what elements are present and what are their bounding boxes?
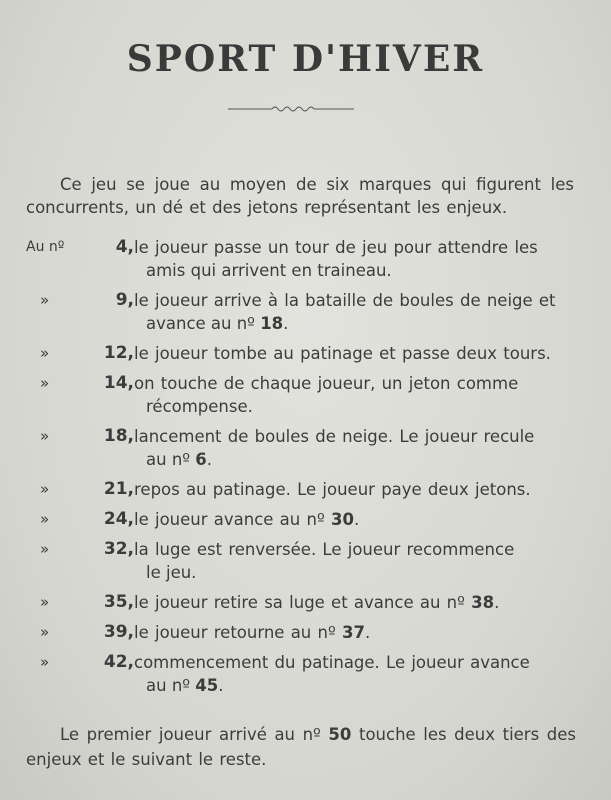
- rule-item: [26, 425, 581, 471]
- rule-number: 14,: [103, 373, 134, 393]
- rule-prefix: »: [40, 593, 50, 611]
- rule-text-continued: récompense.: [146, 397, 253, 416]
- rule-number: 12,: [103, 343, 134, 363]
- rule-prefix: »: [40, 510, 50, 528]
- rule-text: repos au patinage. Le joueur paye deux jetons.: [134, 480, 531, 499]
- rule-item: [26, 591, 581, 614]
- rule-item: [26, 621, 581, 644]
- rule-text-part: .: [364, 623, 371, 642]
- rule-prefix: »: [40, 374, 50, 392]
- rule-text: [134, 591, 581, 614]
- closing-text-part: Le premier joueur arrivé au nº: [60, 725, 329, 744]
- rule-item: [26, 478, 581, 501]
- rule-prefix: »: [40, 344, 50, 362]
- rule-target-number: 37: [342, 623, 365, 642]
- rule-text-part: .: [206, 450, 213, 469]
- rule-prefix: »: [40, 291, 50, 309]
- rule-number: 39,: [103, 622, 134, 642]
- rules-list: [26, 236, 581, 704]
- intro-paragraph: Ce jeu se joue au moyen de six marques qui figurent les concurrents, un dé et des jetons représentant les enjeux.: [26, 175, 574, 217]
- rule-text: la luge est renversée. Le joueur recommence: [134, 540, 515, 559]
- rule-target-number: 18: [260, 314, 284, 333]
- closing-target-number: 50: [328, 725, 352, 744]
- rule-text-continued: [134, 448, 581, 471]
- rule-text-part: .: [218, 676, 224, 695]
- rule-number: 4,: [115, 237, 134, 257]
- rule-prefix: Au nº: [26, 239, 65, 255]
- rule-text: commencement du patinage. Le joueur avance: [134, 653, 530, 672]
- rule-number: 24,: [103, 509, 134, 529]
- rule-text: lancement de boules de neige. Le joueur recule: [134, 427, 535, 446]
- rule-text-part: .: [494, 593, 500, 612]
- rule-text-part: le joueur retire sa luge et avance au nº: [134, 593, 472, 612]
- rule-target-number: 6: [195, 450, 207, 469]
- rule-text-continued: [134, 674, 581, 697]
- rule-prefix: »: [40, 623, 50, 641]
- rule-text-part: le joueur retourne au nº: [134, 623, 342, 642]
- rule-text-continued: amis qui arrivent en traineau.: [146, 261, 392, 280]
- rule-text-part: avance au nº: [146, 314, 261, 333]
- rule-item: [26, 508, 581, 531]
- rule-item: [26, 651, 581, 697]
- rule-text-part: .: [283, 314, 289, 333]
- rule-number: 18,: [103, 426, 134, 446]
- rule-number: 32,: [103, 539, 134, 559]
- rule-target-number: 45: [195, 676, 219, 695]
- rule-text: le joueur tombe au patinage et passe deux tours.: [134, 344, 551, 363]
- rule-text: [134, 621, 581, 644]
- rule-prefix: »: [40, 480, 50, 498]
- rule-prefix: »: [40, 540, 50, 558]
- rule-item: [26, 372, 581, 418]
- rule-text-part: .: [353, 510, 360, 529]
- page-title: SPORT D'HIVER: [126, 38, 485, 80]
- rule-target-number: 38: [471, 593, 495, 612]
- closing-text-part: touche les deux tiers des enjeux et le suivant le reste.: [26, 725, 576, 769]
- closing-paragraph: [26, 722, 576, 772]
- rule-text-part: au nº: [146, 676, 196, 695]
- decorative-ornament: [228, 103, 354, 115]
- rule-prefix: »: [40, 427, 50, 445]
- rule-target-number: 30: [330, 510, 354, 529]
- rule-number: 9,: [115, 290, 134, 310]
- rule-item: [26, 289, 581, 335]
- rule-number: 21,: [103, 479, 134, 499]
- rule-number: 35,: [103, 592, 134, 612]
- rule-number: 42,: [103, 652, 134, 672]
- rule-item: [26, 236, 581, 282]
- rule-text: on touche de chaque joueur, un jeton comme: [134, 374, 519, 393]
- rule-prefix: »: [40, 653, 50, 671]
- rule-item: [26, 342, 581, 365]
- rule-text: le joueur arrive à la bataille de boules de neige et: [134, 291, 556, 310]
- rule-text-continued: [134, 312, 581, 335]
- rule-text-part: le joueur avance au nº: [134, 510, 331, 529]
- rule-text: [134, 508, 581, 531]
- rule-text-continued: le jeu.: [146, 563, 197, 582]
- rule-text: le joueur passe un tour de jeu pour attendre les: [134, 238, 538, 257]
- rule-item: [26, 538, 581, 584]
- rule-text-part: au nº: [146, 450, 196, 469]
